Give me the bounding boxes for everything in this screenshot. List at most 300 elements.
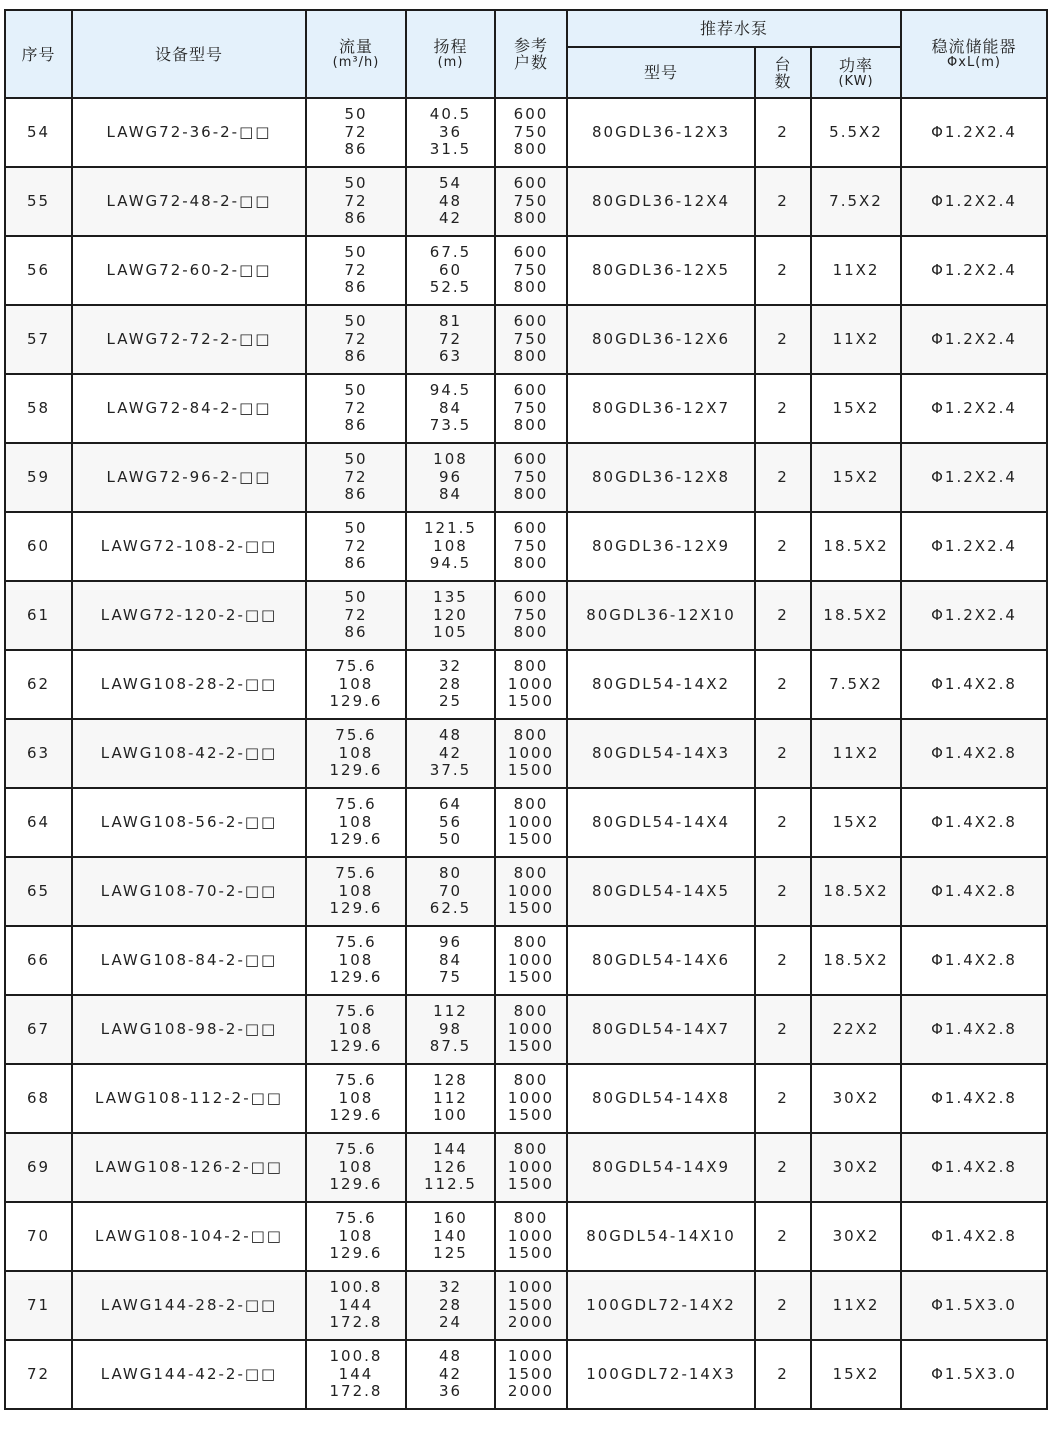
cell-pump-model: 80GDL36-12X5 <box>567 236 755 305</box>
cell-households-value: 800 <box>513 278 549 297</box>
cell-flow-value: 172.8 <box>329 1313 383 1332</box>
cell-households-value: 1500 <box>507 830 555 849</box>
cell-flow-value: 50 <box>344 174 368 193</box>
header-seq-label: 序号 <box>21 44 56 64</box>
cell-flow-value: 50 <box>344 381 368 400</box>
cell-households-value: 1500 <box>507 1037 555 1056</box>
cell-head <box>406 788 495 857</box>
cell-head-value: 112.5 <box>424 1175 477 1194</box>
cell-head-value: 135 <box>433 588 468 607</box>
cell-households-value: 800 <box>513 485 549 504</box>
cell-head <box>406 995 495 1064</box>
cell-pump-model: 80GDL36-12X6 <box>567 305 755 374</box>
cell-head-value: 81 <box>438 312 463 331</box>
cell-head-value: 108 <box>433 536 468 555</box>
equipment-spec-table <box>4 9 1048 1410</box>
cell-households-value: 2000 <box>507 1382 555 1401</box>
cell-power: 11X2 <box>811 236 901 305</box>
cell-model: LAWG108-104-2-□□ <box>72 1202 306 1271</box>
cell-flow <box>306 1133 406 1202</box>
cell-households-value: 800 <box>513 1140 549 1159</box>
cell-flow <box>306 443 406 512</box>
cell-pump-count: 2 <box>755 995 811 1064</box>
table-row <box>5 305 1047 374</box>
cell-head-value: 48 <box>438 726 463 745</box>
cell-head-value: 87.5 <box>429 1037 472 1056</box>
cell-flow-value: 75.6 <box>335 726 377 745</box>
cell-head-value: 100 <box>433 1106 468 1125</box>
cell-households-value: 800 <box>513 347 549 366</box>
cell-power: 18.5X2 <box>811 857 901 926</box>
cell-pump-count: 2 <box>755 443 811 512</box>
cell-seq: 66 <box>5 926 72 995</box>
cell-tank: Φ1.2X2.4 <box>901 512 1047 581</box>
cell-flow-value: 129.6 <box>329 761 383 780</box>
cell-households-value: 1000 <box>507 674 555 693</box>
cell-flow-value: 72 <box>344 329 368 348</box>
cell-power: 18.5X2 <box>811 581 901 650</box>
cell-pump-count: 2 <box>755 1271 811 1340</box>
cell-households-value: 600 <box>513 519 549 538</box>
cell-flow-value: 72 <box>344 605 368 624</box>
table-row <box>5 1340 1047 1409</box>
table-row <box>5 995 1047 1064</box>
cell-head <box>406 167 495 236</box>
cell-flow-value: 75.6 <box>335 795 377 814</box>
table-row <box>5 581 1047 650</box>
cell-model: LAWG72-48-2-□□ <box>72 167 306 236</box>
cell-head-value: 144 <box>433 1140 468 1159</box>
cell-flow-value: 86 <box>344 140 368 159</box>
cell-head-value: 52.5 <box>429 278 472 297</box>
cell-flow-value: 50 <box>344 105 368 124</box>
cell-head <box>406 1133 495 1202</box>
cell-flow-value: 129.6 <box>329 1175 383 1194</box>
cell-households-value: 750 <box>513 260 549 279</box>
cell-flow-value: 108 <box>338 674 374 693</box>
cell-pump-count: 2 <box>755 512 811 581</box>
table-row <box>5 1064 1047 1133</box>
cell-power: 18.5X2 <box>811 926 901 995</box>
table-row <box>5 1202 1047 1271</box>
cell-pump-count: 2 <box>755 1340 811 1409</box>
cell-head-value: 25 <box>438 692 463 711</box>
cell-households-value: 1000 <box>507 881 555 900</box>
cell-head-value: 48 <box>438 191 463 210</box>
header-pump-group <box>567 10 901 47</box>
cell-model: LAWG72-36-2-□□ <box>72 98 306 167</box>
header-model-label: 设备型号 <box>154 44 223 64</box>
cell-flow-value: 50 <box>344 312 368 331</box>
table-header <box>5 10 1047 98</box>
cell-flow-value: 72 <box>344 260 368 279</box>
header-pump-count-label: 台数 <box>774 54 792 91</box>
cell-households-value: 750 <box>513 329 549 348</box>
header-head-label: 扬程 <box>433 37 468 56</box>
cell-households-value: 1500 <box>507 968 555 987</box>
cell-head-value: 105 <box>433 623 468 642</box>
cell-head <box>406 374 495 443</box>
cell-households <box>495 1064 567 1133</box>
cell-flow <box>306 719 406 788</box>
cell-head-value: 84 <box>438 950 463 969</box>
cell-pump-count: 2 <box>755 374 811 443</box>
cell-households-value: 1500 <box>507 1106 555 1125</box>
cell-head-value: 120 <box>433 605 468 624</box>
cell-households-value: 1000 <box>507 1019 555 1038</box>
cell-households <box>495 512 567 581</box>
cell-head <box>406 512 495 581</box>
cell-seq: 55 <box>5 167 72 236</box>
cell-model: LAWG108-84-2-□□ <box>72 926 306 995</box>
header-pump-power-label: 功率 <box>839 55 874 75</box>
cell-head <box>406 857 495 926</box>
cell-pump-model: 80GDL54-14X7 <box>567 995 755 1064</box>
cell-head <box>406 1064 495 1133</box>
cell-power: 7.5X2 <box>811 650 901 719</box>
cell-flow-value: 129.6 <box>329 968 383 987</box>
cell-households-value: 750 <box>513 191 549 210</box>
cell-households <box>495 1133 567 1202</box>
header-pump-group-label: 推荐水泵 <box>700 19 769 38</box>
cell-power: 30X2 <box>811 1133 901 1202</box>
cell-tank: Φ1.4X2.8 <box>901 719 1047 788</box>
cell-pump-count: 2 <box>755 305 811 374</box>
cell-seq: 57 <box>5 305 72 374</box>
cell-seq: 62 <box>5 650 72 719</box>
cell-head-value: 72 <box>438 329 463 348</box>
cell-model: LAWG108-42-2-□□ <box>72 719 306 788</box>
cell-head-value: 84 <box>438 485 463 504</box>
cell-pump-count: 2 <box>755 1064 811 1133</box>
cell-households-value: 1500 <box>507 899 555 918</box>
cell-flow <box>306 167 406 236</box>
cell-seq: 59 <box>5 443 72 512</box>
cell-head-value: 62.5 <box>429 899 472 918</box>
cell-flow-value: 75.6 <box>335 864 377 883</box>
header-head <box>406 10 495 98</box>
cell-head-value: 140 <box>433 1226 468 1245</box>
cell-power: 15X2 <box>811 1340 901 1409</box>
cell-flow-value: 75.6 <box>335 1140 377 1159</box>
cell-power: 30X2 <box>811 1064 901 1133</box>
cell-tank: Φ1.4X2.8 <box>901 650 1047 719</box>
cell-flow-value: 86 <box>344 209 368 228</box>
cell-power: 22X2 <box>811 995 901 1064</box>
cell-households-value: 600 <box>513 381 549 400</box>
cell-pump-count: 2 <box>755 926 811 995</box>
cell-pump-count: 2 <box>755 167 811 236</box>
table-row <box>5 926 1047 995</box>
cell-head <box>406 443 495 512</box>
cell-households-value: 800 <box>513 795 549 814</box>
cell-households <box>495 443 567 512</box>
cell-pump-model: 80GDL36-12X3 <box>567 98 755 167</box>
cell-households <box>495 788 567 857</box>
cell-flow-value: 86 <box>344 416 368 435</box>
header-pump-count <box>755 47 811 98</box>
cell-flow-value: 100.8 <box>329 1278 383 1297</box>
cell-flow <box>306 305 406 374</box>
cell-households-value: 800 <box>513 933 549 952</box>
cell-tank: Φ1.4X2.8 <box>901 788 1047 857</box>
cell-seq: 63 <box>5 719 72 788</box>
cell-head-value: 37.5 <box>429 761 472 780</box>
cell-seq: 58 <box>5 374 72 443</box>
cell-households-value: 800 <box>513 657 549 676</box>
header-tank-label: 稳流储能器 <box>931 37 1017 56</box>
cell-head-value: 32 <box>438 657 463 676</box>
cell-seq: 64 <box>5 788 72 857</box>
cell-flow-value: 75.6 <box>335 657 377 676</box>
header-flow-label: 流量 <box>338 37 373 56</box>
cell-flow-value: 86 <box>344 347 368 366</box>
cell-pump-model: 80GDL36-12X9 <box>567 512 755 581</box>
cell-households-value: 600 <box>513 174 549 193</box>
cell-head <box>406 719 495 788</box>
cell-flow-value: 50 <box>344 243 368 262</box>
cell-head-value: 24 <box>438 1313 463 1332</box>
cell-power: 15X2 <box>811 443 901 512</box>
cell-households <box>495 719 567 788</box>
cell-model: LAWG72-108-2-□□ <box>72 512 306 581</box>
cell-head-value: 32 <box>438 1278 463 1297</box>
cell-head-value: 80 <box>438 864 463 883</box>
cell-head <box>406 650 495 719</box>
cell-flow-value: 108 <box>338 812 374 831</box>
cell-power: 18.5X2 <box>811 512 901 581</box>
cell-pump-model: 80GDL54-14X10 <box>567 1202 755 1271</box>
cell-households-value: 1500 <box>507 1244 555 1263</box>
cell-flow-value: 129.6 <box>329 1106 383 1125</box>
cell-flow <box>306 1064 406 1133</box>
cell-flow-value: 72 <box>344 191 368 210</box>
cell-head-value: 94.5 <box>429 381 472 400</box>
cell-pump-count: 2 <box>755 98 811 167</box>
cell-head-value: 70 <box>438 881 463 900</box>
cell-flow <box>306 1271 406 1340</box>
cell-households <box>495 167 567 236</box>
cell-head-value: 40.5 <box>429 105 472 124</box>
cell-households-value: 800 <box>513 623 549 642</box>
cell-pump-model: 80GDL54-14X9 <box>567 1133 755 1202</box>
cell-head-value: 75 <box>438 968 463 987</box>
cell-seq: 65 <box>5 857 72 926</box>
cell-flow-value: 129.6 <box>329 830 383 849</box>
header-model <box>72 10 306 98</box>
header-flow <box>306 10 406 98</box>
cell-head-value: 28 <box>438 1295 463 1314</box>
cell-head-value: 125 <box>433 1244 468 1263</box>
cell-pump-count: 2 <box>755 1202 811 1271</box>
cell-tank: Φ1.2X2.4 <box>901 374 1047 443</box>
cell-tank: Φ1.5X3.0 <box>901 1340 1047 1409</box>
cell-head-value: 160 <box>433 1209 468 1228</box>
header-head-unit: (m) <box>437 55 464 70</box>
cell-head <box>406 1202 495 1271</box>
spec-table-container <box>4 9 1048 1410</box>
cell-households-value: 800 <box>513 1002 549 1021</box>
cell-model: LAWG108-56-2-□□ <box>72 788 306 857</box>
cell-flow-value: 129.6 <box>329 1037 383 1056</box>
cell-households <box>495 1271 567 1340</box>
cell-head <box>406 98 495 167</box>
cell-head-value: 36 <box>438 122 463 141</box>
cell-tank: Φ1.4X2.8 <box>901 1133 1047 1202</box>
cell-model: LAWG108-112-2-□□ <box>72 1064 306 1133</box>
table-row <box>5 719 1047 788</box>
table-row <box>5 857 1047 926</box>
table-row <box>5 236 1047 305</box>
cell-head-value: 96 <box>438 933 463 952</box>
cell-model: LAWG72-96-2-□□ <box>72 443 306 512</box>
cell-head <box>406 581 495 650</box>
cell-head-value: 126 <box>433 1157 468 1176</box>
cell-households-value: 800 <box>513 726 549 745</box>
cell-flow-value: 50 <box>344 450 368 469</box>
cell-flow <box>306 374 406 443</box>
cell-power: 11X2 <box>811 305 901 374</box>
cell-flow-value: 50 <box>344 519 368 538</box>
cell-pump-count: 2 <box>755 650 811 719</box>
cell-tank: Φ1.2X2.4 <box>901 443 1047 512</box>
header-households <box>495 10 567 98</box>
table-row <box>5 98 1047 167</box>
cell-tank: Φ1.4X2.8 <box>901 1202 1047 1271</box>
cell-head-value: 121.5 <box>424 519 477 538</box>
cell-households-value: 1500 <box>507 1295 555 1314</box>
cell-households-value: 750 <box>513 398 549 417</box>
cell-head-value: 112 <box>433 1002 468 1021</box>
cell-head-value: 64 <box>438 795 463 814</box>
cell-power: 15X2 <box>811 374 901 443</box>
cell-pump-model: 80GDL54-14X2 <box>567 650 755 719</box>
cell-flow-value: 129.6 <box>329 899 383 918</box>
cell-flow <box>306 926 406 995</box>
cell-households-value: 1500 <box>507 1364 555 1383</box>
cell-households-value: 1000 <box>507 743 555 762</box>
cell-model: LAWG144-42-2-□□ <box>72 1340 306 1409</box>
cell-households-value: 800 <box>513 1209 549 1228</box>
table-row <box>5 788 1047 857</box>
cell-seq: 67 <box>5 995 72 1064</box>
cell-seq: 68 <box>5 1064 72 1133</box>
header-tank <box>901 10 1047 98</box>
cell-flow-value: 72 <box>344 122 368 141</box>
cell-flow-value: 144 <box>338 1364 374 1383</box>
cell-pump-count: 2 <box>755 1133 811 1202</box>
cell-model: LAWG108-126-2-□□ <box>72 1133 306 1202</box>
cell-households-value: 600 <box>513 588 549 607</box>
cell-tank: Φ1.4X2.8 <box>901 857 1047 926</box>
cell-pump-model: 80GDL36-12X7 <box>567 374 755 443</box>
cell-head-value: 96 <box>438 467 463 486</box>
cell-head-value: 128 <box>433 1071 468 1090</box>
cell-flow-value: 86 <box>344 278 368 297</box>
cell-households <box>495 1202 567 1271</box>
cell-tank: Φ1.4X2.8 <box>901 926 1047 995</box>
cell-pump-count: 2 <box>755 788 811 857</box>
cell-head-value: 98 <box>438 1019 463 1038</box>
cell-pump-model: 80GDL54-14X6 <box>567 926 755 995</box>
cell-head <box>406 236 495 305</box>
cell-flow-value: 108 <box>338 1088 374 1107</box>
cell-tank: Φ1.2X2.4 <box>901 167 1047 236</box>
cell-households-value: 800 <box>513 554 549 573</box>
cell-head <box>406 1271 495 1340</box>
cell-households-value: 1500 <box>507 692 555 711</box>
cell-households-value: 750 <box>513 467 549 486</box>
cell-power: 5.5X2 <box>811 98 901 167</box>
cell-pump-model: 80GDL54-14X3 <box>567 719 755 788</box>
cell-households <box>495 98 567 167</box>
cell-tank: Φ1.2X2.4 <box>901 236 1047 305</box>
cell-flow-value: 144 <box>338 1295 374 1314</box>
cell-households-value: 800 <box>513 140 549 159</box>
table-body <box>5 98 1047 1409</box>
cell-head-value: 73.5 <box>429 416 472 435</box>
cell-flow-value: 72 <box>344 536 368 555</box>
cell-flow <box>306 581 406 650</box>
cell-head-value: 60 <box>438 260 463 279</box>
cell-households-value: 1000 <box>507 1226 555 1245</box>
cell-seq: 71 <box>5 1271 72 1340</box>
header-seq <box>5 10 72 98</box>
cell-households <box>495 305 567 374</box>
cell-flow-value: 86 <box>344 623 368 642</box>
cell-pump-model: 80GDL36-12X10 <box>567 581 755 650</box>
cell-tank: Φ1.5X3.0 <box>901 1271 1047 1340</box>
cell-flow-value: 108 <box>338 881 374 900</box>
cell-pump-model: 80GDL54-14X5 <box>567 857 755 926</box>
cell-tank: Φ1.4X2.8 <box>901 995 1047 1064</box>
cell-flow <box>306 1202 406 1271</box>
header-pump-power <box>811 47 901 98</box>
cell-households <box>495 374 567 443</box>
cell-flow <box>306 995 406 1064</box>
cell-flow-value: 108 <box>338 1157 374 1176</box>
cell-tank: Φ1.2X2.4 <box>901 305 1047 374</box>
cell-households-value: 750 <box>513 122 549 141</box>
cell-flow <box>306 98 406 167</box>
cell-households-value: 1000 <box>507 1088 555 1107</box>
cell-head-value: 42 <box>438 1364 463 1383</box>
cell-households-value: 1000 <box>507 1157 555 1176</box>
cell-head-value: 48 <box>438 1347 463 1366</box>
cell-model: LAWG144-28-2-□□ <box>72 1271 306 1340</box>
cell-power: 11X2 <box>811 1271 901 1340</box>
cell-model: LAWG108-28-2-□□ <box>72 650 306 719</box>
cell-households <box>495 581 567 650</box>
cell-households <box>495 857 567 926</box>
cell-tank: Φ1.2X2.4 <box>901 98 1047 167</box>
cell-flow <box>306 512 406 581</box>
cell-households-value: 750 <box>513 605 549 624</box>
cell-households-value: 600 <box>513 105 549 124</box>
cell-pump-count: 2 <box>755 236 811 305</box>
cell-head <box>406 1340 495 1409</box>
cell-households-value: 800 <box>513 1071 549 1090</box>
cell-head-value: 31.5 <box>429 140 472 159</box>
table-row <box>5 443 1047 512</box>
cell-flow <box>306 236 406 305</box>
cell-head-value: 42 <box>438 743 463 762</box>
cell-households <box>495 1340 567 1409</box>
cell-flow <box>306 788 406 857</box>
cell-flow <box>306 1340 406 1409</box>
cell-flow-value: 172.8 <box>329 1382 383 1401</box>
cell-pump-count: 2 <box>755 581 811 650</box>
